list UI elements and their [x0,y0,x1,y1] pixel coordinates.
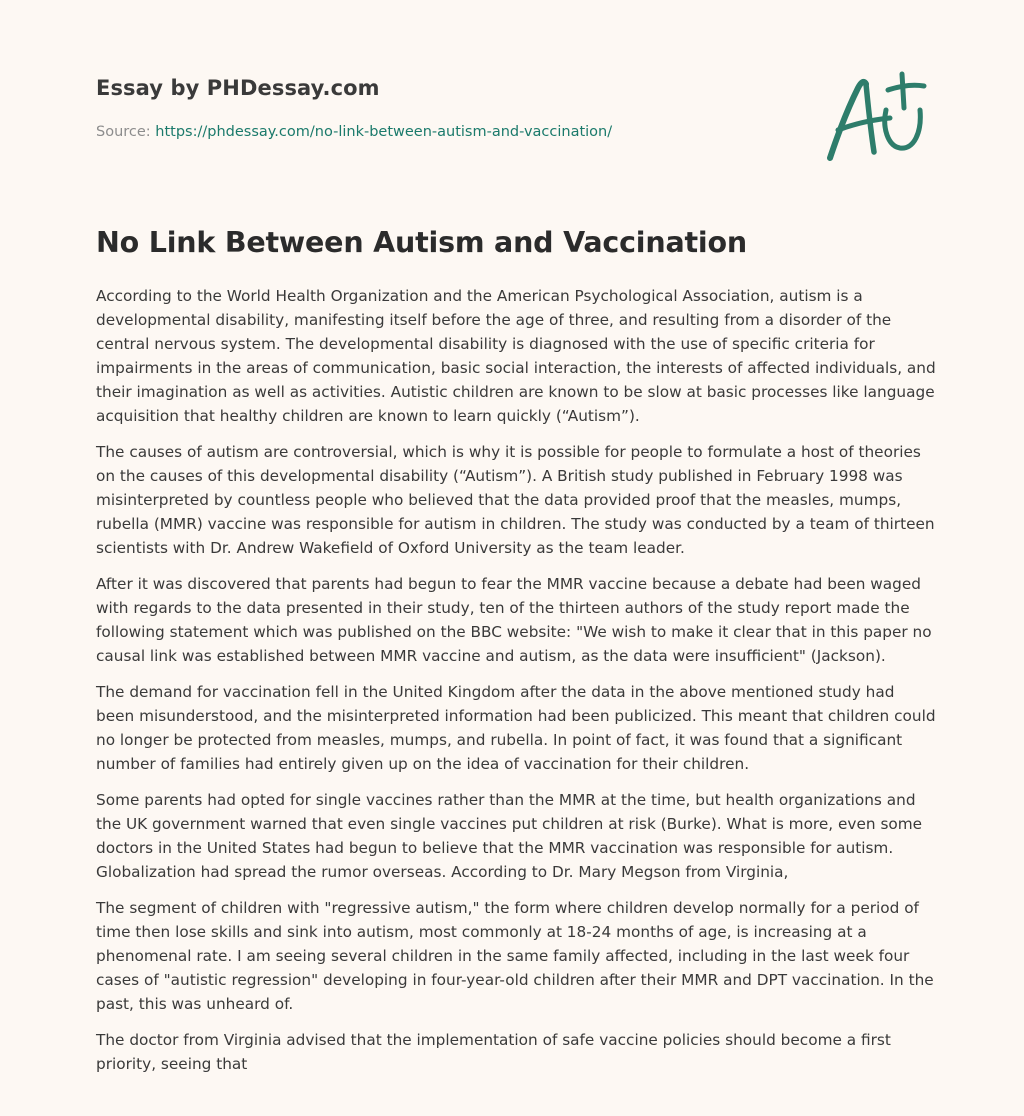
paragraph: According to the World Health Organization and the American Psychological Association, autism is a developmental disability, manifesting itself before the age of three, and resulting from a disorder of the central nervous system. The developmental disability is diagnosed with the use of specific criteria for impairments in the areas of communication, basic social interaction, the interests of affected individuals, and their imagination as well as activities. Autistic children are known to be slow at basic processes like language acquisition that healthy children are known to learn quickly (“Autism”). [96,287,936,425]
source-line [96,124,612,140]
source-label: Source: [96,124,156,140]
paragraph: The doctor from Virginia advised that the implementation of safe vaccine policies should become a first priority, seeing that [96,1031,891,1073]
page-header [96,0,936,200]
essay-title: No Link Between Autism and Vaccination [96,226,747,259]
source-link[interactable]: https://phdessay.com/no-link-between-autism-and-vaccination/ [155,124,613,140]
essay-body [96,284,936,1088]
paragraph: The causes of autism are controversial, which is why it is possible for people to formulate a host of theories on the causes of this developmental disability (“Autism”). A British study published in February 1998 was misinterpreted by countless people who believed that the data provided proof that the measles, mumps, rubella (MMR) vaccine was responsible for autism in children. The study was conducted by a team of thirteen scientists with Dr. Andrew Wakefield of Oxford University as the team leader. [96,443,935,557]
brand-title: Essay by PHDessay.com [96,76,380,100]
paragraph: After it was discovered that parents had begun to fear the MMR vaccine because a debate had been waged with regards to the data presented in their study, ten of the thirteen authors of the study report made the following statement which was published on the BBC website: "We wish to make it clear that in this paper no causal link was established between MMR vaccine and autism, as the data were insufficient" (Jackson). [96,575,932,665]
quote-paragraph: The segment of children with "regressive autism," the form where children develop normally for a period of time then lose skills and sink into autism, most commonly at 18-24 months of age, is increasing at a phenomenal rate. I am seeing several children in the same family affected, including in the last week four cases of "autistic regression" developing in four-year-old children after their MMR and DPT vaccination. In the past, this was unheard of. [96,899,934,1013]
paragraph: The demand for vaccination fell in the United Kingdom after the data in the above mentioned study had been misunderstood, and the misinterpreted information had been publicized. This meant that children could no longer be protected from measles, mumps, and rubella. In point of fact, it was found that a significant number of families had entirely given up on the idea of vaccination for their children. [96,683,936,773]
a-plus-logo-icon [824,68,928,164]
essay-page [96,0,936,1073]
paragraph: Some parents had opted for single vaccines rather than the MMR at the time, but health organizations and the UK government warned that even single vaccines put children at risk (Burke). What is more, even some doctors in the United States had begun to believe that the MMR vaccination was responsible for autism. Globalization had spread the rumor overseas. According to Dr. Mary Megson from Virginia, [96,791,923,881]
